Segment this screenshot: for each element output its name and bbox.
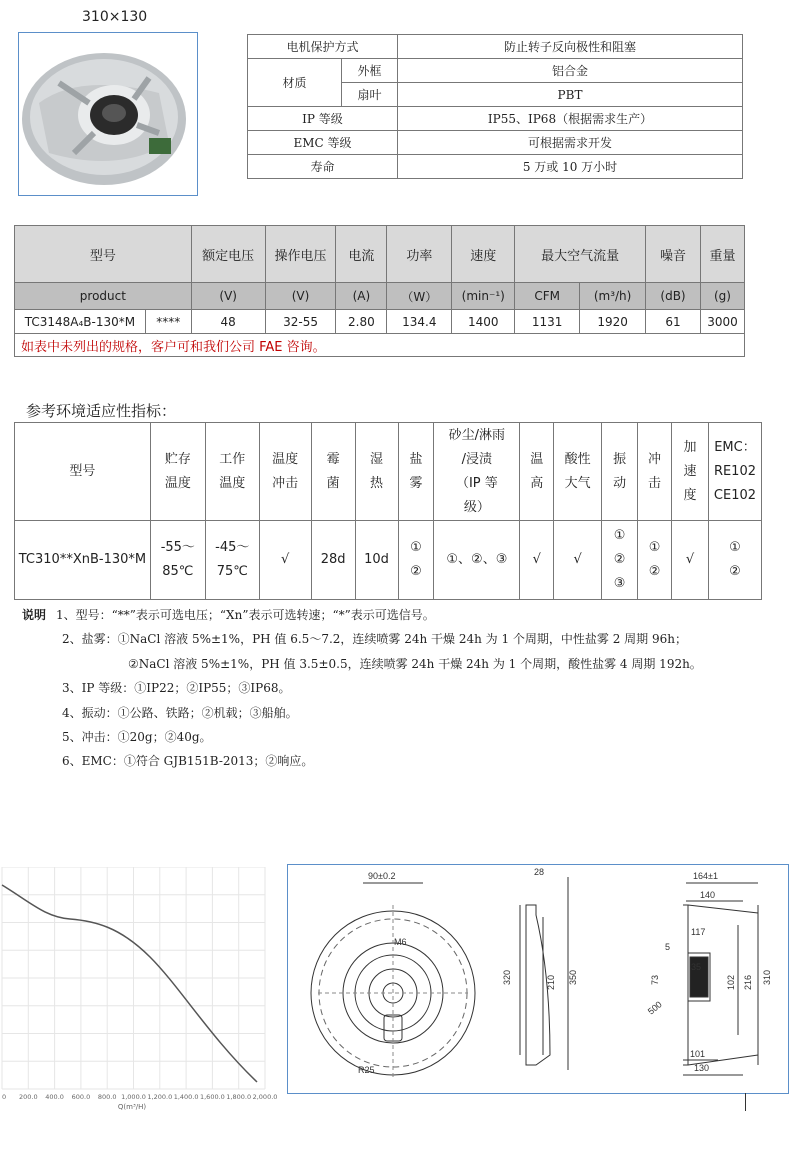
data-cell: 1400 [452, 310, 515, 334]
header-cell: 电流 [336, 226, 387, 283]
spec-sublabel: 扇叶 [342, 83, 398, 107]
note-line: ②NaCl 溶液 5%±1%，PH 值 3.5±0.5，连续喷雾 24h 干燥 24h 为 1 个周期，酸性盐雾 4 周期 192h。 [128, 656, 702, 671]
unit-cell: (V) [191, 283, 265, 310]
table-row [15, 521, 762, 600]
dim-label: 216 [743, 974, 753, 990]
dim-label: 5 [665, 942, 671, 952]
spec-value: IP55、IP68（根据需求生产） [398, 107, 743, 131]
note-line: 5、冲击：①20g；②40g。 [62, 730, 212, 745]
env-header-cell: 加 速 度 [672, 423, 709, 521]
x-tick-label: 600.0 [71, 1093, 91, 1101]
data-cell: 32-55 [265, 310, 336, 334]
spec-label: 寿命 [248, 155, 398, 179]
unit-cell: (g) [700, 283, 744, 310]
spec-label: 电机保护方式 [248, 35, 398, 59]
header-cell: 噪音 [646, 226, 701, 283]
dim-label: 350 [568, 969, 578, 985]
header-cell: 重量 [700, 226, 744, 283]
env-data-cell: ① ② ③ [602, 521, 638, 600]
notes [22, 603, 702, 774]
note-line: 3、IP 等级：①IP22；②IP55；③IP68。 [62, 681, 291, 696]
data-cell: TC3148A₄B-130*M [15, 310, 146, 334]
env-header-cell: 砂尘/淋雨 /浸渍 （IP 等 级） [434, 423, 520, 521]
env-header-cell: 型号 [15, 423, 151, 521]
unit-cell: （W） [387, 283, 452, 310]
dim-label: 210 [546, 974, 556, 990]
x-tick-label: 800.0 [97, 1093, 117, 1101]
env-data-cell: ① ② [638, 521, 672, 600]
x-tick-label: 1,200.0 [147, 1093, 173, 1101]
header-cell: 额定电压 [191, 226, 265, 283]
dim-label: 90±0.2 [368, 871, 396, 881]
dim-label: 140 [700, 890, 716, 900]
unit-cell: (V) [265, 283, 336, 310]
dim-label: 320 [502, 969, 512, 985]
env-header-cell: 工作 温度 [205, 423, 259, 521]
note-line: 1、型号：“**”表示可选电压；“Xn”表示可选转速；“*”表示可选信号。 [56, 608, 435, 622]
notes-label: 说明 [22, 608, 47, 622]
spec-value: 5 万或 10 万小时 [398, 155, 743, 179]
note-line: 2、盐雾：①NaCl 溶液 5%±1%，PH 值 6.5～7.2，连续喷雾 24h 干燥 24h 为 1 个周期，中性盐雾 2 周期 96h； [62, 632, 687, 647]
dim-label: 102 [726, 974, 736, 990]
env-data-cell: -45～ 75℃ [205, 521, 259, 600]
table-row [15, 310, 745, 334]
x-tick-label: 0 [2, 1093, 7, 1101]
spec-label: EMC 等级 [248, 131, 398, 155]
dim-label: M6 [394, 937, 407, 947]
dim-label: 117 [691, 927, 706, 937]
unit-cell: (min⁻¹) [452, 283, 515, 310]
data-cell: 1920 [580, 310, 646, 334]
env-data-cell: √ [672, 521, 709, 600]
dim-label: 130 [694, 1063, 710, 1073]
pq-curve [2, 885, 257, 1082]
env-header-cell: 贮存 温度 [150, 423, 205, 521]
dim-label: 101 [690, 1049, 706, 1059]
fan-photo [18, 32, 198, 196]
x-tick-label: 1,400.0 [173, 1093, 199, 1101]
performance-curve [0, 867, 280, 1115]
data-cell: **** [145, 310, 191, 334]
data-cell: 1131 [515, 310, 580, 334]
env-data-cell: 10d [355, 521, 398, 600]
data-cell: 48 [191, 310, 265, 334]
env-data-cell: -55～ 85℃ [150, 521, 205, 600]
env-title: 参考环境适应性指标： [26, 402, 177, 420]
header-cell: 功率 [387, 226, 452, 283]
dim-label: 28 [534, 867, 545, 877]
env-header-cell: EMC： RE102 CE102 [708, 423, 761, 521]
x-tick-label: 200.0 [18, 1093, 38, 1101]
env-data-cell: ① ② [398, 521, 434, 600]
env-header-cell: 霉 菌 [311, 423, 355, 521]
dim-label: R25 [358, 1065, 375, 1075]
unit-cell: CFM [515, 283, 580, 310]
header-model: 型号 [15, 226, 192, 283]
env-data-cell: TC310**XnB-130*M [15, 521, 151, 600]
env-data-cell: √ [554, 521, 602, 600]
env-data-cell: ① ② [708, 521, 761, 600]
env-header-cell: 酸性 大气 [554, 423, 602, 521]
dimension-drawing [287, 864, 789, 1094]
env-header-cell: 湿 热 [355, 423, 398, 521]
x-tick-label: 1,600.0 [199, 1093, 225, 1101]
env-table [14, 422, 762, 600]
header-cell: 速度 [452, 226, 515, 283]
x-tick-label: 1,800.0 [226, 1093, 252, 1101]
spec-sublabel: 外框 [342, 59, 398, 83]
unit-cell: (dB) [646, 283, 701, 310]
faq-note: 如表中未列出的规格，客户可和我们公司 FAE 咨询。 [15, 334, 745, 357]
header-cell: 最大空气流量 [515, 226, 646, 283]
dim-label: 73 [650, 974, 660, 985]
env-header-cell: 盐 雾 [398, 423, 434, 521]
data-cell: 3000 [700, 310, 744, 334]
dim-label: 310 [762, 969, 772, 985]
env-data-cell: √ [259, 521, 311, 600]
dim-label: 500 [645, 999, 664, 1017]
x-axis-label: Q(m³/H) [117, 1103, 147, 1111]
data-cell: 61 [646, 310, 701, 334]
note-line: 4、振动：①公路、铁路；②机载；③船舶。 [62, 705, 298, 720]
spec-value: PBT [398, 83, 743, 107]
env-data-cell: √ [520, 521, 554, 600]
unit-cell: product [15, 283, 192, 310]
env-header-cell: 温度 冲击 [259, 423, 311, 521]
data-cell: 2.80 [336, 310, 387, 334]
spec-table [247, 34, 743, 179]
env-header-cell: 振 动 [602, 423, 638, 521]
divider [745, 1093, 746, 1111]
spec-label: IP 等级 [248, 107, 398, 131]
header-cell: 操作电压 [265, 226, 336, 283]
x-tick-label: 1,000.0 [121, 1093, 146, 1101]
spec-value: 可根据需求开发 [398, 131, 743, 155]
data-cell: 134.4 [387, 310, 452, 334]
spec-value: 铝合金 [398, 59, 743, 83]
dim-label: 35 [691, 962, 702, 972]
env-data-cell: ①、②、③ [434, 521, 520, 600]
env-data-cell: 28d [311, 521, 355, 600]
dim-label: 164±1 [693, 871, 718, 881]
env-header-cell: 温 高 [520, 423, 554, 521]
spec-value: 防止转子反向极性和阻塞 [398, 35, 743, 59]
env-header-cell: 冲 击 [638, 423, 672, 521]
unit-cell: (m³/h) [580, 283, 646, 310]
unit-cell: (A) [336, 283, 387, 310]
spec-label: 材质 [248, 59, 342, 107]
performance-table [14, 225, 745, 357]
note-line: 6、EMC：①符合 GJB151B-2013；②响应。 [62, 754, 314, 769]
size-label: 310×130 [82, 9, 148, 25]
x-tick-label: 2,000.0 [252, 1093, 278, 1101]
x-tick-label: 400.0 [45, 1093, 64, 1101]
